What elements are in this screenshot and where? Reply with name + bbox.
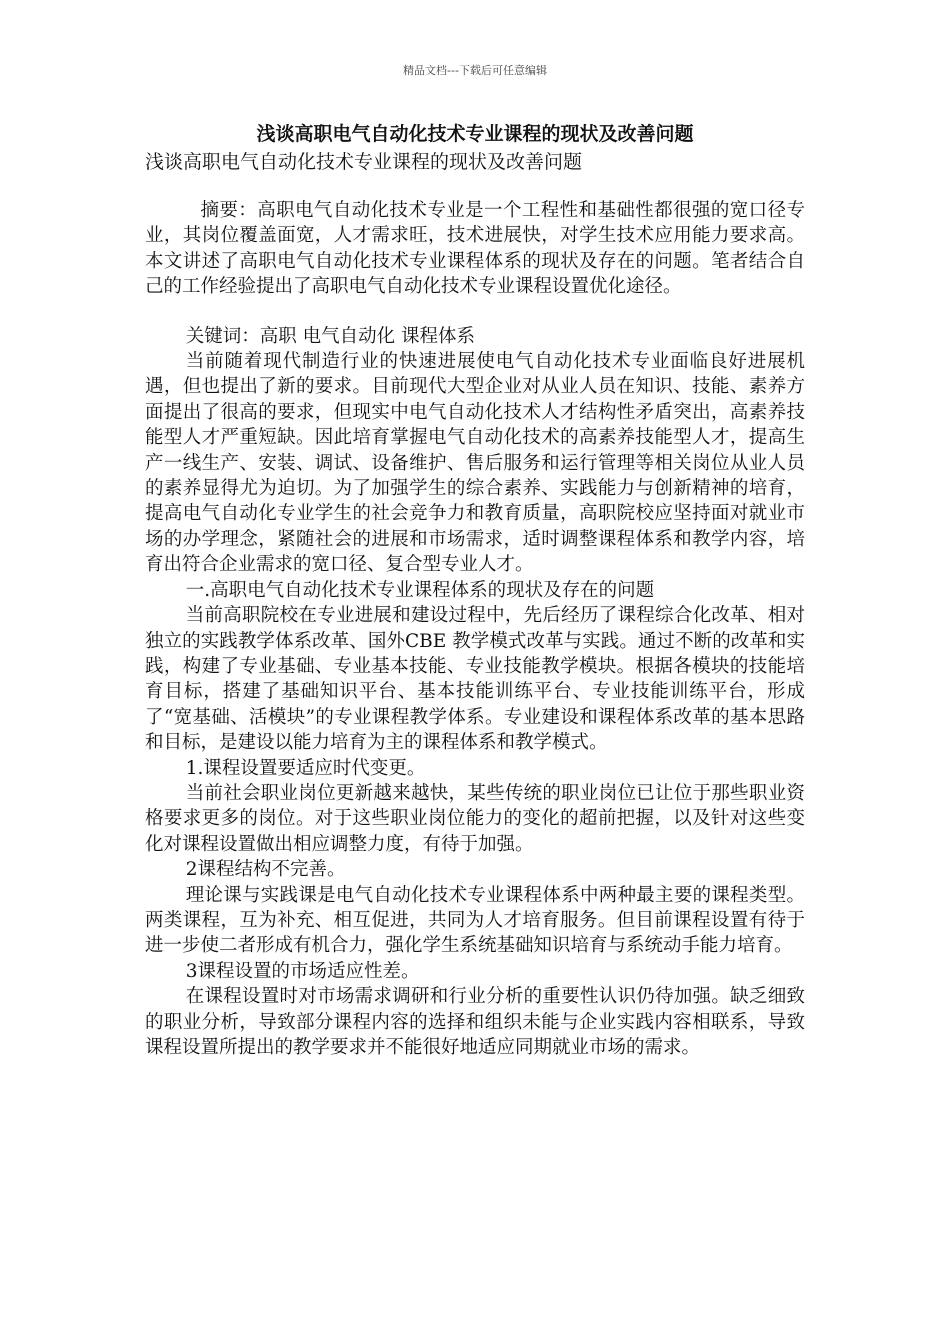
section-1-paragraph: 当前高职院校在专业进展和建设过程中，先后经历了课程综合化改革、相对独立的实践教学体系改革、国外CBE 教学模式改革与实践。通过不断的改革和实践，构建了专业基础、专业基本技能、专业技能教学模块。根据各模块的技能培育目标，搭建了基础知识平台、基本技能训练平台、专业技能训练平台，形成了“宽基础、活模块”的专业课程教学体系。专业建设和课程体系改革的基本思路和目标，是建设以能力培育为主的课程体系和教学模式。 [145,605,805,754]
subheading-3: 3课程设置的市场适应性差。 [185,960,420,982]
subheading-2: 2课程结构不完善。 [185,859,346,881]
intro-paragraph: 当前随着现代制造行业的快速进展使电气自动化技术专业面临良好进展机遇，但也提出了新的要求。目前现代大型企业对从业人员在知识、技能、素养方面提出了很高的要求，但现实中电气自动化技术人才结构性矛盾突出，高素养技能型人才严重短缺。因此培育掌握电气自动化技术的高素养技能型人才，提高生产一线生产、安装、调试、设备维护、售后服务和运行管理等相关岗位从业人员的素养显得尤为迫切。为了加强学生的综合素养、实践能力与创新精神的培育，提高电气自动化专业学生的社会竞争力和教育质量，高职院校应坚持面对就业市场的办学理念，紧随社会的进展和市场需求，适时调整课程体系和教学内容，培育出符合企业需求的宽口径、复合型专业人才。 [145,351,805,576]
subsection-3-paragraph: 在课程设置时对市场需求调研和行业分析的重要性认识仍待加强。缺乏细致的职业分析，导致部分课程内容的选择和组织未能与企业实践内容相联系，导致课程设置所提出的教学要求并不能很好地适应同期就业市场的需求。 [145,986,805,1058]
keywords-line: 关键词：高职 电气自动化 课程体系 [185,325,475,347]
document-title-repeat: 浅谈高职电气自动化技术专业课程的现状及改善问题 [145,151,583,173]
document-body [145,120,805,1060]
subsection-1-paragraph: 当前社会职业岗位更新越来越快，某些传统的职业岗位已让位于那些职业资格要求更多的岗位。对于这些职业岗位能力的变化的超前把握，以及针对这些变化对课程设置做出相应调整力度，有待于加强。 [145,782,805,855]
subheading-1: 1.课程设置要适应时代变更。 [185,757,426,779]
page-header: 精品文档---下载后可任意编辑 [403,64,547,77]
abstract-paragraph: 摘要：高职电气自动化技术专业是一个工程性和基础性都很强的宽口径专业，其岗位覆盖面宽，人才需求旺，技术进展快，对学生技术应用能力要求高。本文讲述了高职电气自动化技术专业课程体系的现状及存在的问题。笔者结合自己的工作经验提出了高职电气自动化技术专业课程设置优化途径。 [145,200,805,298]
section-heading-1: 一.高职电气自动化技术专业课程体系的现状及存在的问题 [185,579,655,601]
subsection-2-paragraph: 理论课与实践课是电气自动化技术专业课程体系中两种最主要的课程类型。 两类课程，互为补充、相互促进，共同为人才培育服务。但目前课程设置有待于进一步使二者形成有机合力，强化学生系统基础知识培育与系统动手能力培育。 [145,884,805,957]
document-title: 浅谈高职电气自动化技术专业课程的现状及改善问题 [256,123,694,145]
